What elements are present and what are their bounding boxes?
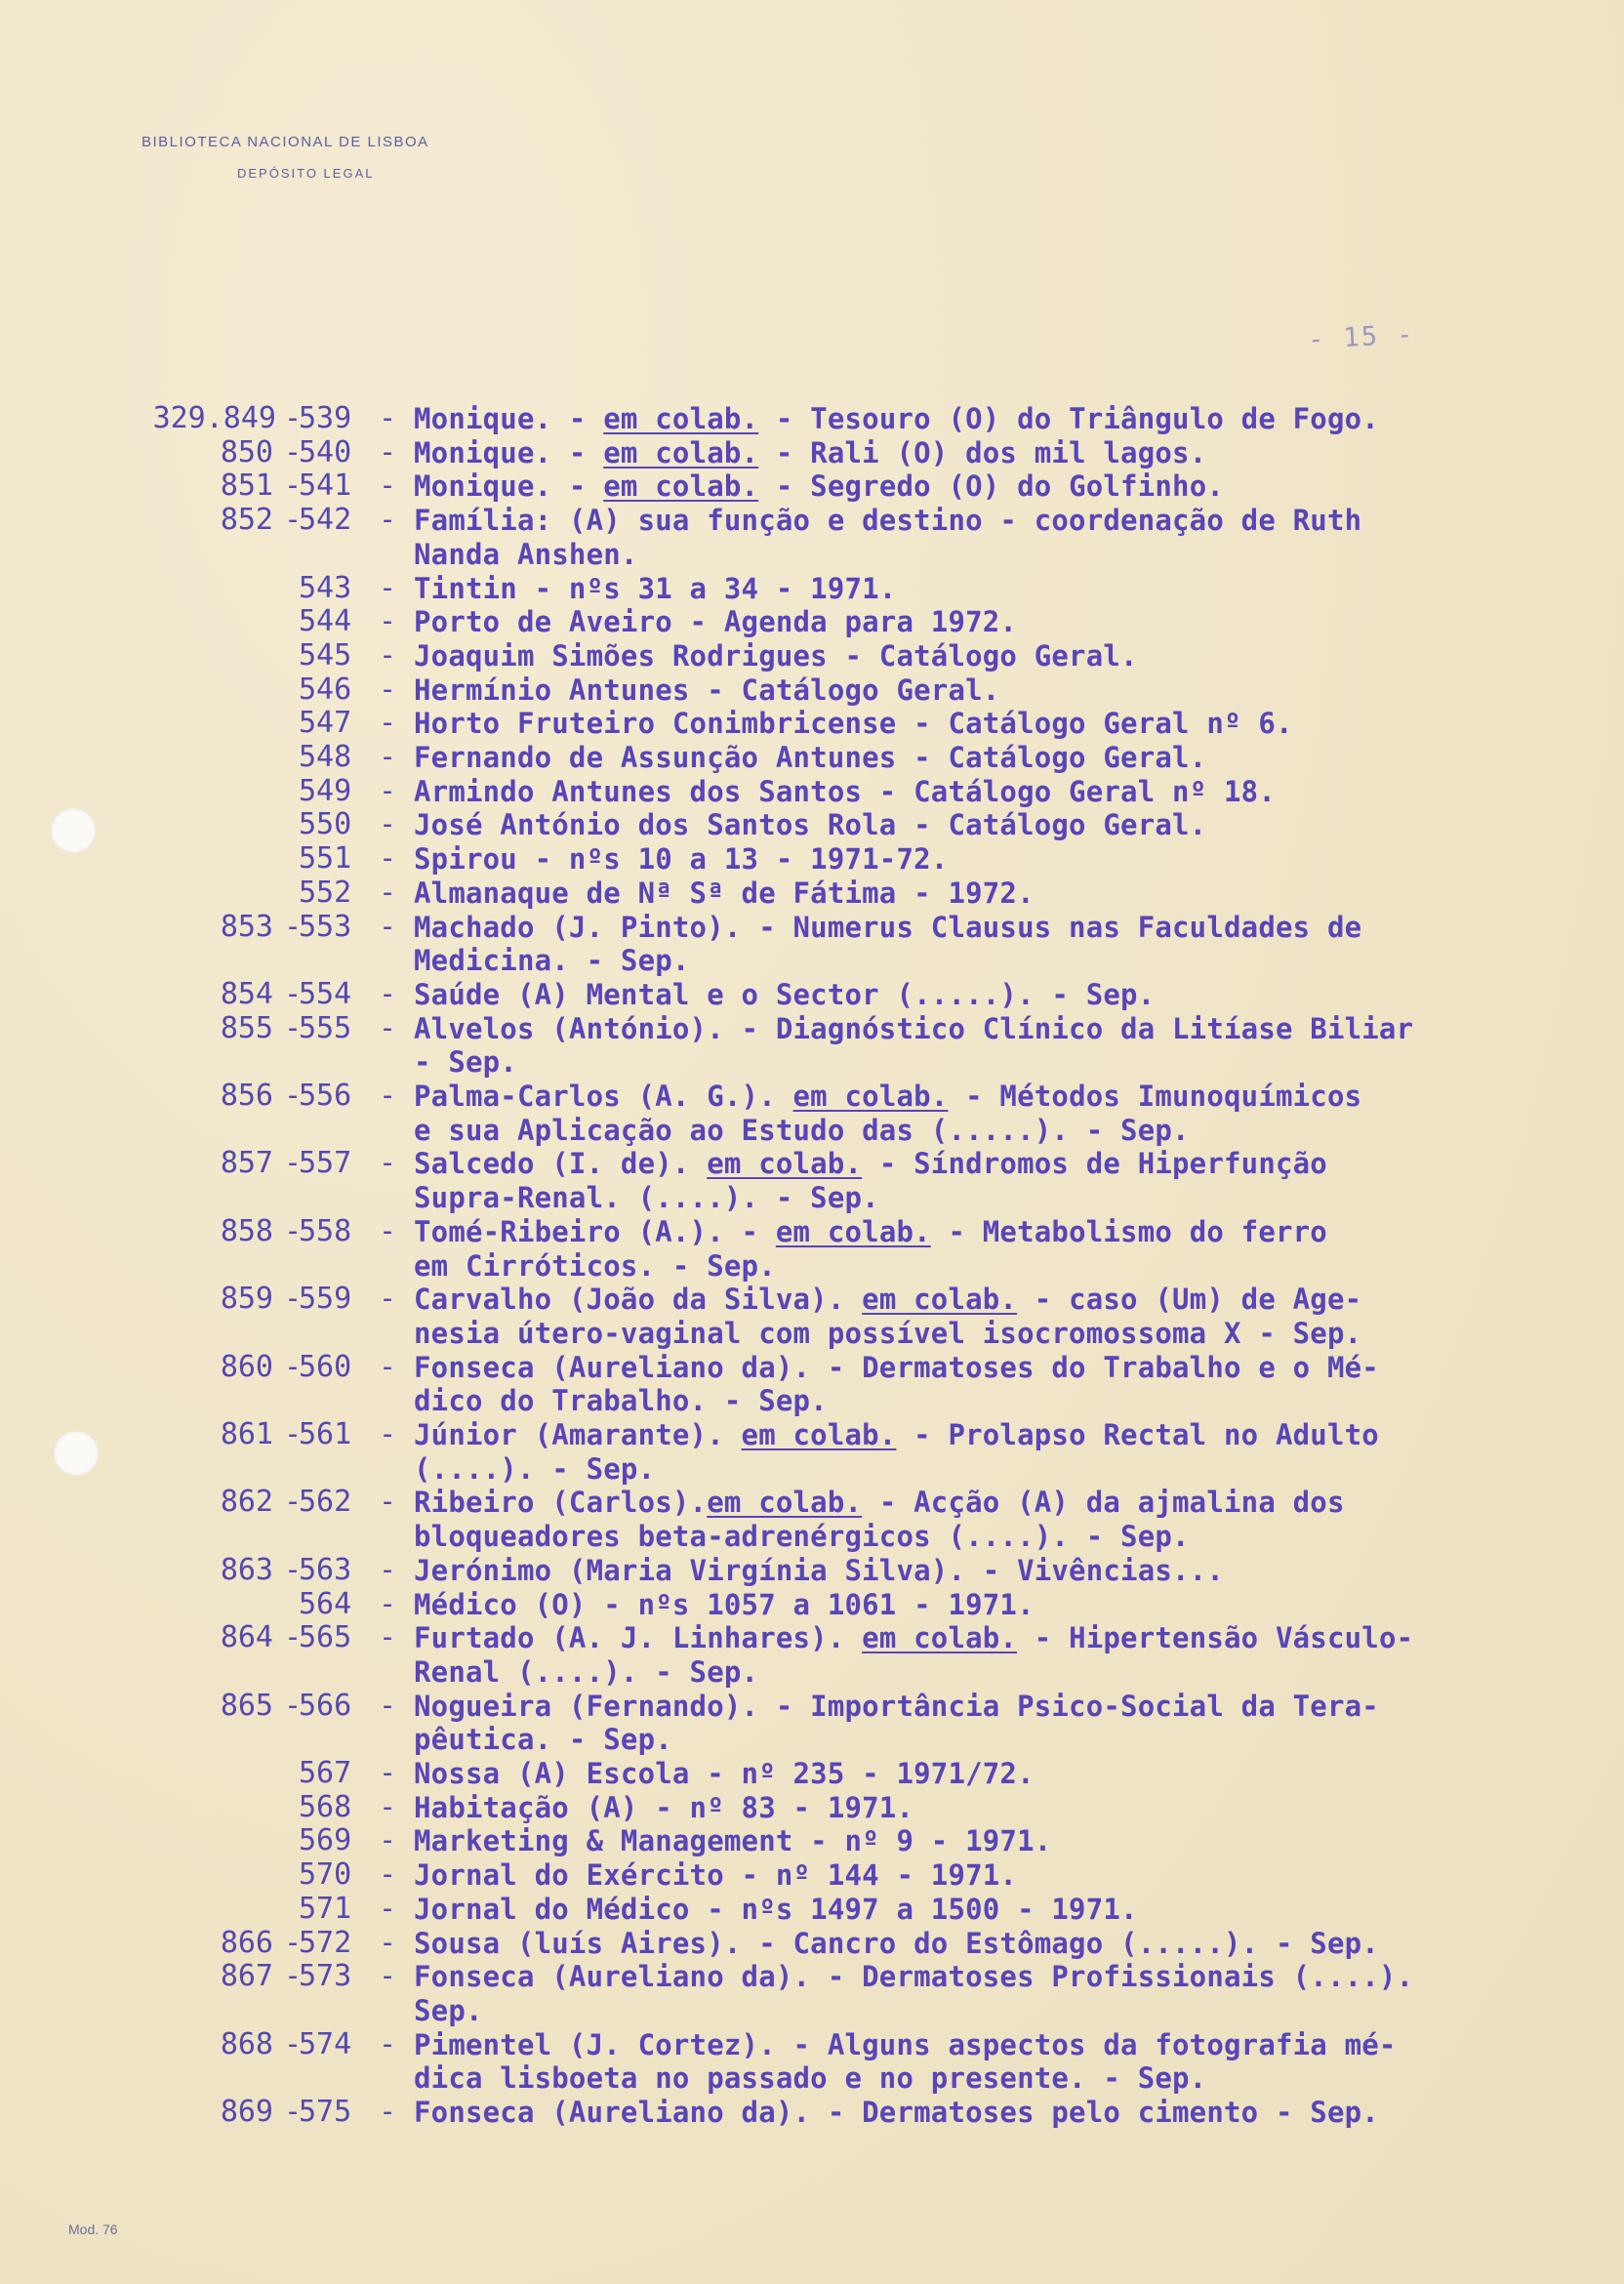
deposit-number: 545 xyxy=(299,637,352,673)
entry-title: Machado (J. Pinto). - Numerus Clausus nas Faculdades de xyxy=(414,910,1362,944)
library-header: BIBLIOTECA NACIONAL DE LISBOA xyxy=(142,134,429,150)
entry-text xyxy=(414,1824,1051,1857)
entry-text xyxy=(414,1520,1190,1553)
separator-dash: - xyxy=(283,909,302,944)
deposit-number: 568 xyxy=(299,1789,352,1824)
separator-dash: - xyxy=(283,469,302,504)
separator-dash: - xyxy=(283,1688,302,1723)
entry-text xyxy=(414,1690,1379,1723)
entry-title: dica lisboeta no passado e no presente. - Sep. xyxy=(414,2061,1207,2096)
collaboration-note: em colab. xyxy=(707,1486,863,1520)
separator-dash: - xyxy=(379,604,397,639)
entry-title: Médico (O) - nºs 1057 a 1061 - 1971. xyxy=(414,1587,1035,1621)
deposit-number: 571 xyxy=(299,1891,352,1926)
register-number: 863 xyxy=(220,1552,273,1587)
separator-dash: - xyxy=(379,1823,397,1858)
separator-dash: - xyxy=(379,841,397,877)
separator-dash: - xyxy=(283,1213,302,1248)
entry-title: Furtado (A. J. Linhares). xyxy=(414,1621,863,1655)
form-model-label: Mod. 76 xyxy=(68,2222,118,2237)
entry-text xyxy=(414,1045,517,1079)
entry-title: Fonseca (Aureliano da). - Dermatoses pelo cimento - Sep. xyxy=(414,2096,1379,2129)
entry-text xyxy=(414,1621,1413,1654)
deposit-number: 575 xyxy=(299,2095,352,2129)
entry-text xyxy=(414,1791,914,1824)
register-number: 329.849 xyxy=(152,401,276,435)
deposit-number: 542 xyxy=(299,503,352,538)
entry-title: Jerónimo (Maria Virgínia Silva). - Vivências... xyxy=(414,1553,1224,1587)
entry-text xyxy=(414,944,690,977)
entry-text xyxy=(414,1317,1361,1350)
entry-title: Júnior (Amarante). xyxy=(414,1418,742,1451)
entry-text xyxy=(414,1452,655,1486)
entry-title: Fonseca (Aureliano da). - Dermatoses do Trabalho e o Mé- xyxy=(414,1350,1379,1384)
separator-dash: - xyxy=(379,1146,397,1181)
deposit-number: 559 xyxy=(299,1282,352,1317)
entry-text xyxy=(414,1960,1413,1993)
entry-title: Supra-Renal. (....). - Sep. xyxy=(414,1181,879,1215)
separator-dash: - xyxy=(283,1925,302,1960)
entry-title: Almanaque de Nª Sª de Fátima - 1972. xyxy=(414,876,1035,910)
separator-dash: - xyxy=(283,1079,302,1113)
entry-title: (....). - Sep. xyxy=(414,1451,656,1486)
separator-dash: - xyxy=(283,1485,302,1520)
register-number: 862 xyxy=(220,1485,273,1520)
register-number: 854 xyxy=(220,976,273,1011)
collaboration-note: em colab. xyxy=(603,435,759,469)
register-number: 853 xyxy=(220,909,273,944)
deposit-number: 560 xyxy=(299,1349,352,1384)
entry-title-continued: - Síndromos de Hiperfunção xyxy=(862,1147,1327,1181)
separator-dash: - xyxy=(379,672,397,707)
entry-title: Marketing & Management - nº 9 - 1971. xyxy=(414,1824,1052,1858)
deposit-number: 552 xyxy=(299,875,352,910)
separator-dash: - xyxy=(283,434,302,469)
separator-dash: - xyxy=(379,773,397,808)
deposit-number: 565 xyxy=(299,1620,352,1655)
separator-dash: - xyxy=(283,1282,302,1317)
separator-dash: - xyxy=(283,2026,302,2061)
entry-title-continued: - caso (Um) de Age- xyxy=(1017,1283,1362,1317)
entry-text xyxy=(414,911,1361,944)
entry-title: Horto Fruteiro Conimbricense - Catálogo Geral nº 6. xyxy=(414,707,1293,741)
entry-title-continued: - Acção (A) da ajmalina dos xyxy=(862,1486,1345,1520)
separator-dash: - xyxy=(379,1789,397,1824)
collaboration-note: em colab. xyxy=(603,469,759,504)
separator-dash: - xyxy=(379,706,397,741)
separator-dash: - xyxy=(379,434,397,469)
separator-dash: - xyxy=(283,401,302,435)
separator-dash: - xyxy=(379,1620,397,1655)
deposit-number: 557 xyxy=(299,1146,352,1181)
register-number: 859 xyxy=(220,1282,273,1317)
deposit-number: 547 xyxy=(299,706,352,741)
entry-title: Salcedo (I. de). xyxy=(414,1147,708,1181)
entry-text xyxy=(414,1249,776,1283)
entry-title-continued: - Hipertensão Vásculo- xyxy=(1017,1621,1414,1655)
entry-text xyxy=(414,1757,1035,1790)
separator-dash: - xyxy=(283,1349,302,1384)
collaboration-note: em colab. xyxy=(741,1418,897,1451)
entry-text xyxy=(414,1351,1379,1384)
entry-title: Fonseca (Aureliano da). - Dermatoses Profissionais (....). xyxy=(414,1960,1414,1994)
register-number: 868 xyxy=(220,2026,273,2061)
entry-title: Joaquim Simões Rodrigues - Catálogo Geral. xyxy=(414,638,1138,673)
deposit-number: 563 xyxy=(299,1552,352,1587)
entry-title-continued: - Segredo (O) do Golfinho. xyxy=(758,469,1225,504)
separator-dash: - xyxy=(379,1857,397,1893)
entry-title: Família: (A) sua função e destino - coordenação de Ruth xyxy=(414,504,1362,538)
separator-dash: - xyxy=(379,807,397,842)
department-header: DEPÓSITO LEGAL xyxy=(237,166,375,181)
entry-text xyxy=(414,1114,1190,1147)
deposit-number: 572 xyxy=(299,1925,352,1960)
register-number: 855 xyxy=(220,1010,273,1045)
entry-text xyxy=(414,504,1361,537)
deposit-number: 561 xyxy=(299,1417,352,1451)
separator-dash: - xyxy=(379,2095,397,2129)
separator-dash: - xyxy=(379,1010,397,1045)
entry-text xyxy=(414,877,1035,910)
deposit-number: 562 xyxy=(299,1485,352,1520)
deposit-number: 550 xyxy=(299,807,352,842)
deposit-number: 566 xyxy=(299,1688,352,1723)
separator-dash: - xyxy=(379,740,397,774)
page-number: - 15 - xyxy=(1307,319,1416,355)
register-number: 851 xyxy=(220,469,273,504)
separator-dash: - xyxy=(379,976,397,1011)
separator-dash: - xyxy=(379,1688,397,1723)
deposit-number: 567 xyxy=(299,1756,352,1790)
entry-text xyxy=(414,402,1379,435)
entry-text xyxy=(414,1994,483,2027)
punch-hole xyxy=(51,808,96,853)
entry-title: José António dos Santos Rola - Catálogo Geral. xyxy=(414,808,1207,842)
entry-title: Sousa (luís Aires). - Cancro do Estômago (.....). - Sep. xyxy=(414,1926,1379,1960)
entry-text xyxy=(414,808,1206,841)
entry-title-continued: - Prolapso Rectal no Adulto xyxy=(896,1418,1379,1451)
separator-dash: - xyxy=(283,1010,302,1045)
entry-title: Jornal do Médico - nºs 1497 a 1500 - 1971. xyxy=(414,1892,1138,1926)
separator-dash: - xyxy=(379,1586,397,1621)
separator-dash: - xyxy=(283,1959,302,1994)
entry-title: bloqueadores beta-adrenérgicos (....). - Sep. xyxy=(414,1520,1190,1554)
entry-title: Monique. - xyxy=(414,435,604,469)
separator-dash: - xyxy=(379,1756,397,1790)
register-number: 858 xyxy=(220,1213,273,1248)
register-number: 861 xyxy=(220,1417,273,1451)
separator-dash: - xyxy=(283,1620,302,1655)
deposit-number: 555 xyxy=(299,1010,352,1045)
separator-dash: - xyxy=(283,1417,302,1451)
entry-text xyxy=(414,842,948,876)
entry-title: Fernando de Assunção Antunes - Catálogo Geral. xyxy=(414,741,1207,774)
deposit-number: 551 xyxy=(299,841,352,877)
entry-title: Tomé-Ribeiro (A.). - xyxy=(414,1214,776,1248)
separator-dash: - xyxy=(283,1146,302,1181)
entry-text xyxy=(414,1181,879,1214)
deposit-number: 543 xyxy=(299,570,352,605)
entry-title: Monique. - xyxy=(414,469,604,504)
entry-text xyxy=(414,1723,672,1756)
entry-text xyxy=(414,2061,1206,2095)
entry-title: nesia útero-vaginal com possível isocromossoma X - Sep. xyxy=(414,1316,1362,1350)
separator-dash: - xyxy=(379,570,397,605)
deposit-number: 554 xyxy=(299,976,352,1011)
entry-text xyxy=(414,1588,1035,1621)
separator-dash: - xyxy=(379,1891,397,1926)
separator-dash: - xyxy=(379,1552,397,1587)
entry-text xyxy=(414,436,1206,469)
entry-text xyxy=(414,1080,1361,1113)
separator-dash: - xyxy=(379,503,397,538)
separator-dash: - xyxy=(379,875,397,910)
deposit-number: 553 xyxy=(299,909,352,944)
deposit-number: 558 xyxy=(299,1213,352,1248)
entry-text xyxy=(414,1927,1379,1960)
entry-title: Nogueira (Fernando). - Importância Psico-Social da Tera- xyxy=(414,1689,1379,1723)
entry-title-continued: - Metabolismo do ferro xyxy=(930,1214,1327,1248)
separator-dash: - xyxy=(379,1925,397,1960)
entry-title: Porto de Aveiro - Agenda para 1972. xyxy=(414,605,1018,639)
entry-title: Monique. - xyxy=(414,402,604,435)
register-number: 850 xyxy=(220,434,273,469)
entry-text xyxy=(414,1486,1345,1519)
entry-text xyxy=(414,1384,828,1417)
entry-text xyxy=(414,1147,1327,1180)
entry-title: e sua Aplicação ao Estudo das (.....). - Sep. xyxy=(414,1113,1190,1147)
entry-title: Habitação (A) - nº 83 - 1971. xyxy=(414,1790,914,1824)
entry-title: Armindo Antunes dos Santos - Catálogo Geral nº 18. xyxy=(414,774,1276,808)
entry-text xyxy=(414,538,638,571)
separator-dash: - xyxy=(379,1959,397,1994)
deposit-number: 549 xyxy=(299,773,352,808)
separator-dash: - xyxy=(379,637,397,673)
entry-title-continued: - Tesouro (O) do Triângulo de Fogo. xyxy=(758,402,1379,435)
separator-dash: - xyxy=(379,1213,397,1248)
register-number: 869 xyxy=(220,2095,273,2129)
entry-title: Ribeiro (Carlos). xyxy=(414,1486,708,1520)
entry-text xyxy=(414,978,1155,1011)
deposit-number: 574 xyxy=(299,2026,352,2061)
entry-text xyxy=(414,1858,1017,1892)
entry-text xyxy=(414,673,999,707)
entry-text xyxy=(414,572,896,605)
separator-dash: - xyxy=(283,2095,302,2129)
register-number: 857 xyxy=(220,1146,273,1181)
punch-hole xyxy=(54,1431,99,1476)
entry-title: dico do Trabalho. - Sep. xyxy=(414,1384,828,1418)
entry-text xyxy=(414,1215,1327,1248)
deposit-number: 570 xyxy=(299,1857,352,1893)
entry-text xyxy=(414,469,1224,503)
separator-dash: - xyxy=(379,1485,397,1520)
deposit-number: 541 xyxy=(299,469,352,504)
entry-title: Saúde (A) Mental e o Sector (.....). - Sep. xyxy=(414,977,1156,1011)
deposit-number: 564 xyxy=(299,1586,352,1621)
collaboration-note: em colab. xyxy=(862,1283,1018,1317)
entry-title-continued: - Rali (O) dos mil lagos. xyxy=(758,435,1207,469)
register-number: 867 xyxy=(220,1959,273,1994)
entry-text xyxy=(414,1283,1361,1316)
collaboration-note: em colab. xyxy=(775,1214,931,1248)
register-number: 865 xyxy=(220,1688,273,1723)
entry-title: Palma-Carlos (A. G.). xyxy=(414,1080,793,1113)
separator-dash: - xyxy=(379,401,397,435)
entry-title: Spirou - nºs 10 a 13 - 1971-72. xyxy=(414,842,949,877)
entry-text xyxy=(414,1418,1379,1451)
separator-dash: - xyxy=(379,909,397,944)
separator-dash: - xyxy=(379,2026,397,2061)
entry-title: Sep. xyxy=(414,1993,483,2027)
deposit-number: 573 xyxy=(299,1959,352,1994)
entry-title: Hermínio Antunes - Catálogo Geral. xyxy=(414,673,1000,707)
register-number: 866 xyxy=(220,1925,273,1960)
collaboration-note: em colab. xyxy=(707,1147,863,1181)
entry-text xyxy=(414,1655,758,1689)
deposit-number: 546 xyxy=(299,672,352,707)
entry-title: Jornal do Exército - nº 144 - 1971. xyxy=(414,1858,1018,1893)
deposit-number: 556 xyxy=(299,1079,352,1113)
register-number: 856 xyxy=(220,1079,273,1113)
deposit-number: 539 xyxy=(299,401,352,435)
register-number: 852 xyxy=(220,503,273,538)
separator-dash: - xyxy=(283,503,302,538)
separator-dash: - xyxy=(379,469,397,504)
entry-title: pêutica. - Sep. xyxy=(414,1723,672,1757)
entry-text xyxy=(414,1012,1413,1045)
entry-title: - Sep. xyxy=(414,1045,517,1080)
separator-dash: - xyxy=(379,1079,397,1113)
deposit-number: 540 xyxy=(299,434,352,469)
separator-dash: - xyxy=(379,1349,397,1384)
separator-dash: - xyxy=(379,1417,397,1451)
collaboration-note: em colab. xyxy=(862,1621,1018,1655)
entry-title: em Cirróticos. - Sep. xyxy=(414,1248,776,1283)
deposit-number: 548 xyxy=(299,740,352,774)
deposit-number: 544 xyxy=(299,604,352,639)
entry-text xyxy=(414,605,1017,638)
entry-title: Medicina. - Sep. xyxy=(414,944,690,978)
entry-text xyxy=(414,775,1276,808)
entry-title-continued: - Métodos Imunoquímicos xyxy=(948,1080,1362,1113)
register-number: 860 xyxy=(220,1349,273,1384)
entry-title: Renal (....). - Sep. xyxy=(414,1654,759,1689)
separator-dash: - xyxy=(283,1552,302,1587)
collaboration-note: em colab. xyxy=(792,1080,949,1113)
deposit-number: 569 xyxy=(299,1823,352,1858)
entry-title: Carvalho (João da Silva). xyxy=(414,1283,863,1317)
entry-title: Nanda Anshen. xyxy=(414,537,638,571)
entry-text xyxy=(414,2096,1379,2129)
collaboration-note: em colab. xyxy=(603,402,759,435)
entry-text xyxy=(414,2028,1397,2061)
entry-text xyxy=(414,1893,1138,1926)
entry-title: Pimentel (J. Cortez). - Alguns aspectos da fotografia mé- xyxy=(414,2027,1397,2061)
entry-title: Nossa (A) Escola - nº 235 - 1971/72. xyxy=(414,1757,1035,1790)
entry-text xyxy=(414,741,1206,774)
register-number: 864 xyxy=(220,1620,273,1655)
entry-title: Alvelos (António). - Diagnóstico Clínico da Litíase Biliar xyxy=(414,1011,1414,1045)
entry-title: Tintin - nºs 31 a 34 - 1971. xyxy=(414,571,897,605)
entry-text xyxy=(414,1554,1224,1587)
separator-dash: - xyxy=(379,1282,397,1317)
entry-text xyxy=(414,707,1293,740)
separator-dash: - xyxy=(283,976,302,1011)
entry-text xyxy=(414,639,1138,673)
